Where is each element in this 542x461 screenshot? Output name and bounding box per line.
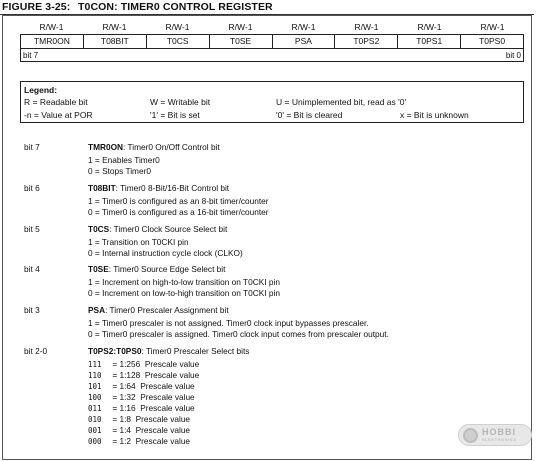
prescale-row: [88, 359, 199, 369]
prescale-label: Prescale value: [140, 403, 195, 413]
bit-name: T08BIT: [88, 183, 116, 193]
bit-name-cell: T0SE: [209, 35, 272, 48]
bit-name: TMR0ON: [88, 142, 124, 152]
prescale-ratio: = 1:16: [112, 403, 136, 413]
prescale-row: [88, 436, 190, 446]
prescale-code: 000: [88, 437, 102, 446]
bit-option-0: 0 = Timer0 prescaler is assigned. Timer0 clock input comes from prescaler output.: [88, 329, 389, 339]
prescale-row: [88, 414, 190, 424]
bit-option-0: 0 = Timer0 is configured as a 16-bit timer/counter: [88, 207, 269, 217]
prescale-code: 101: [88, 382, 102, 391]
legend-title: Legend:: [24, 85, 58, 95]
legend-readable: R = Readable bit: [24, 97, 88, 107]
bit-heading: [88, 142, 220, 152]
hobbi-logo-watermark: [458, 424, 532, 446]
bit-desc: : Timer0 Source Edge Select bit: [108, 264, 226, 274]
figure-caption: T0CON: TIMER0 CONTROL REGISTER: [78, 1, 273, 13]
prescale-label: Prescale value: [144, 359, 200, 369]
prescale-row: [88, 370, 199, 380]
bit-heading: [88, 183, 229, 193]
bit-option-1: 1 = Timer0 is configured as an 8-bit timer/counter: [88, 196, 269, 206]
bit-heading: [88, 264, 225, 274]
prescale-ratio: = 1:64: [112, 381, 136, 391]
bit-option-1: 1 = Increment on high-to-low transition on T0CKI pin: [88, 277, 280, 287]
prescale-code: 001: [88, 426, 102, 435]
bit-option-0: 0 = Stops Timer0: [88, 166, 151, 176]
bit-option-0: 0 = Increment on low-to-high transition on T0CKI pin: [88, 288, 280, 298]
access-cell: R/W-1: [354, 22, 379, 32]
access-cell: R/W-1: [39, 22, 64, 32]
bit-name: T0CS: [88, 224, 110, 234]
access-row: [20, 22, 524, 34]
bit-desc: : Timer0 Clock Source Select bit: [109, 224, 228, 234]
bit-desc: : Timer0 Prescaler Select bits: [141, 346, 250, 356]
bit-name: PSA: [88, 305, 106, 315]
prescale-code: 011: [88, 404, 102, 413]
legend-writable: W = Writable bit: [150, 97, 211, 107]
bit-right-label: bit 0: [505, 50, 521, 60]
access-cell: R/W-1: [165, 22, 190, 32]
bit-name-row: [20, 34, 524, 49]
legend-box: [20, 81, 524, 123]
bit-range-row: [20, 49, 524, 62]
bit-desc: : Timer0 Prescaler Assignment bit: [105, 305, 229, 315]
bit-number: bit 3: [24, 305, 40, 315]
bit-left-label: bit 7: [23, 50, 39, 60]
access-cell: R/W-1: [228, 22, 253, 32]
prescale-label: Prescale value: [135, 414, 191, 424]
watermark-sub: ELEKTRONIKA: [482, 437, 517, 442]
bit-heading: [88, 224, 227, 234]
bit-name: T0PS2:T0PS0: [88, 346, 142, 356]
bit-option-0: 0 = Internal instruction cycle clock (CLKO): [88, 248, 243, 258]
bit-name-cell: T0PS1: [397, 35, 460, 48]
bit-name-cell: T0PS0: [460, 35, 523, 48]
bit-desc: : Timer0 On/Off Control bit: [123, 142, 220, 152]
register-diagram: [20, 22, 524, 62]
bit-number: bit 5: [24, 224, 40, 234]
bit-name: T0SE: [88, 264, 109, 274]
prescale-ratio: = 1:128: [112, 370, 141, 380]
prescale-label: Prescale value: [140, 392, 195, 402]
prescale-label: Prescale value: [140, 381, 195, 391]
prescale-row: [88, 392, 195, 402]
bit-name-cell: T0PS2: [334, 35, 397, 48]
bit-name-cell: TMR0ON: [33, 36, 70, 46]
prescale-label: Prescale value: [135, 425, 191, 435]
prescale-code: 110: [88, 371, 102, 380]
bit-option-1: 1 = Timer0 prescaler is not assigned. Timer0 clock input bypasses prescaler.: [88, 318, 369, 328]
prescale-code: 111: [88, 360, 102, 369]
prescale-ratio: = 1:8: [112, 414, 131, 424]
bit-number: bit 2-0: [24, 346, 48, 356]
bit-desc: : Timer0 8-Bit/16-Bit Control bit: [115, 183, 230, 193]
bit-heading: [88, 305, 229, 315]
legend-por: -n = Value at POR: [24, 110, 93, 120]
bit-option-1: 1 = Enables Timer0: [88, 155, 160, 165]
access-cell: R/W-1: [291, 22, 316, 32]
bit-heading: [88, 346, 249, 356]
legend-unknown: x = Bit is unknown: [400, 110, 469, 120]
bit-number: bit 7: [24, 142, 40, 152]
prescale-code: 010: [88, 415, 102, 424]
bit-name-cell: T0CS: [146, 35, 209, 48]
bit-number: bit 4: [24, 264, 40, 274]
prescale-label: Prescale value: [135, 436, 191, 446]
legend-cleared: '0' = Bit is cleared: [276, 110, 343, 120]
bit-name-cell: T08BIT: [83, 35, 146, 48]
prescale-row: [88, 425, 190, 435]
bit-number: bit 6: [24, 183, 40, 193]
access-cell: R/W-1: [480, 22, 505, 32]
prescale-code: 100: [88, 393, 102, 402]
prescale-ratio: = 1:4: [112, 425, 131, 435]
prescale-ratio: = 1:32: [112, 392, 136, 402]
prescale-ratio: = 1:256: [112, 359, 141, 369]
access-cell: R/W-1: [417, 22, 442, 32]
watermark-text: [482, 428, 516, 442]
figure-number: FIGURE 3-25:: [2, 1, 71, 13]
prescale-row: [88, 381, 195, 391]
logo-circle-icon: [463, 428, 478, 443]
bit-option-1: 1 = Transition on T0CKI pin: [88, 237, 189, 247]
legend-set: '1' = Bit is set: [150, 110, 200, 120]
legend-unimplemented: U = Unimplemented bit, read as '0': [276, 97, 407, 107]
prescale-ratio: = 1:2: [112, 436, 131, 446]
figure-title: [2, 1, 273, 13]
access-cell: R/W-1: [102, 22, 127, 32]
bit-name-cell: PSA: [272, 35, 335, 48]
watermark-brand: HOBBI: [482, 427, 516, 437]
prescale-row: [88, 403, 195, 413]
prescale-label: Prescale value: [144, 370, 200, 380]
